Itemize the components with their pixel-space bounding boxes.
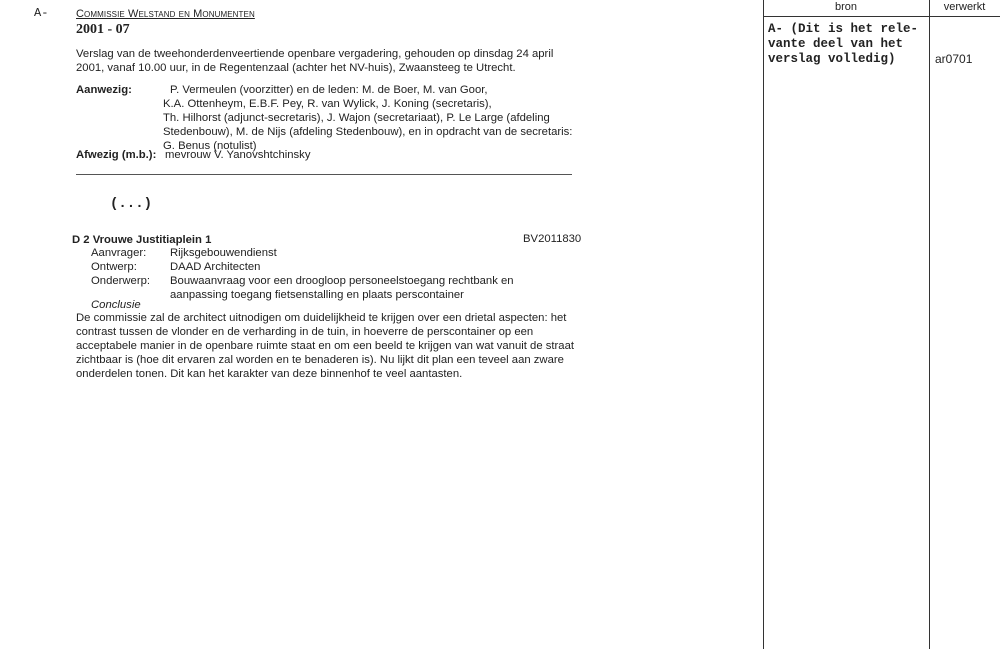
present-line: P. Vermeulen (voorzitter) en de leden: M. de Boer, M. van Goor, [170,84,488,96]
field-value: Bouwaanvraag voor een droogloop personeelstoegang rechtbank en aanpassing toegang fietsenstalling en plaats perscontainer [170,275,514,301]
field-label: Aanvrager: [91,247,147,259]
column-header-bron: bron [834,1,858,13]
conclusion-line: contrast tussen de vlonder en de verharding in de tuin, in hoeverre de perscontainer op een [76,326,534,338]
item-code: BV2011830 [523,233,582,245]
conclusion-line: De commissie zal de architect uitnodigen om duidelijkheid te krijgen over een drietal aspecten: het [76,312,567,324]
item-title: D 2 Vrouwe Justitiaplein 1 [72,234,212,246]
absent-value: mevrouw V. Yanovshtchinsky [165,149,311,161]
organization-name: Commissie Welstand en Monumenten [76,8,255,20]
verwerkt-value: ar0701 [935,52,973,66]
conclusion-line: acceptabele manier in de openbare ruimte staat en om een beeld te krijgen van wat vanuit de straat [76,340,574,352]
field-label: Onderwerp: [91,275,151,287]
bron-line: A- (Dit is het rele- [768,22,919,36]
present-line: Stedenbouw), M. de Nijs (afdeling Stedenbouw), en in opdracht van de secretaris: [163,126,573,138]
table-border-left [763,0,764,649]
table-header-border [763,16,1000,17]
field-label: Ontwerp: [91,261,137,273]
field-value: DAAD Architecten [170,261,261,273]
absent-label: Afwezig (m.b.): [76,149,157,161]
divider [76,174,572,175]
report-number: 2001 - 07 [76,22,130,37]
present-label: Aanwezig: [76,84,132,96]
column-header-verwerkt: verwerkt [943,1,986,13]
present-line: G. Benus (notulist) [163,140,257,152]
bron-line: verslag volledig) [768,52,896,66]
table-border-middle [929,0,930,649]
bron-line: vante deel van het [768,37,904,51]
conclusion-text [76,311,596,381]
ellipsis: (...) [110,196,153,212]
present-line: K.A. Ottenheym, E.B.F. Pey, R. van Wylick, J. Koning (secretaris), [163,98,492,110]
margin-marker: A- [34,6,49,20]
conclusion-line: zichtbaar is (hoe dit ervaren zal worden en te benaderen is). Nu lijkt dit plan een teveel aan zware [76,354,564,366]
field-value: Rijksgebouwendienst [170,247,277,259]
present-list [163,83,583,153]
bron-note [768,22,918,67]
present-line: Th. Hilhorst (adjunct-secretaris), J. Wajon (secretariaat), P. Le Large (afdeling [163,112,550,124]
intro-paragraph: Verslag van de tweehonderdenveertiende openbare vergadering, gehouden op dinsdag 24 april 2001, vanaf 10.00 uur, in de Regentenzaal (achter het NV-huis), Zwaansteeg te Utrecht. [76,48,554,74]
conclusion-label: Conclusie [91,299,141,311]
conclusion-line: onderdelen tonen. Dit kan het karakter van deze binnenhof te veel aantasten. [76,368,463,380]
